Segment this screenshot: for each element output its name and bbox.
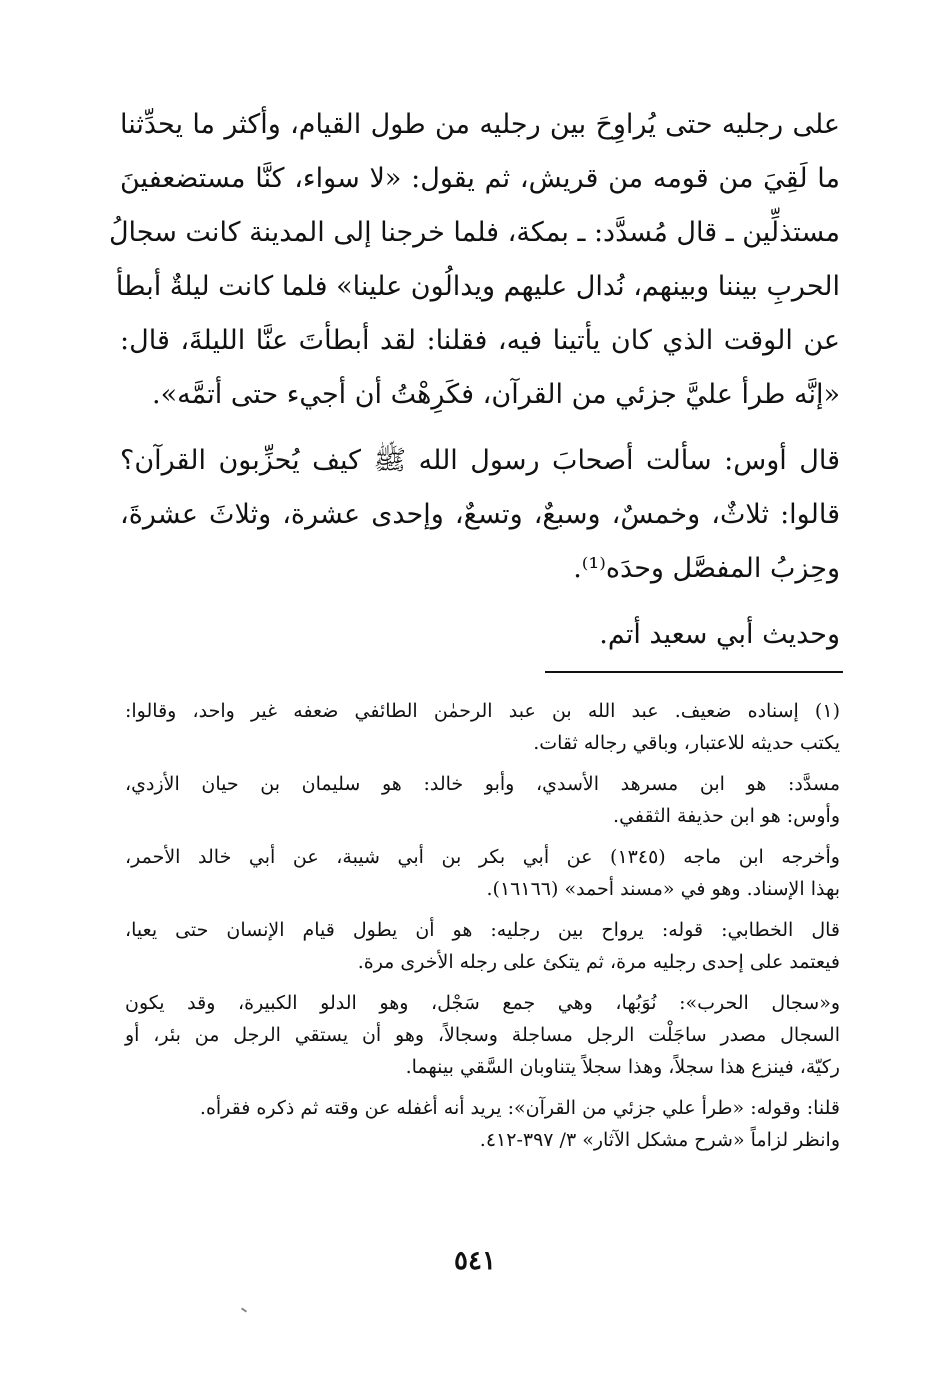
text-line: قالوا: ثلاثٌ، وخمسٌ، وسبعٌ، وتسعٌ، وإحدى عشرة، وثلاثَ عشرةَ، (120, 499, 840, 530)
footnote-line: فيعتمد على إحدى رجليه مرة، ثم يتكئ على رجله الأخرى مرة. (357, 951, 840, 973)
footnote-gap (125, 1083, 840, 1092)
text-line: وحِزبُ المفصَّل وحدَه⁽¹⁾. (573, 553, 840, 584)
footnote-line: يكتب حديثه للاعتبار، وباقي رجاله ثقات. (533, 732, 840, 754)
footnote-takhrij (125, 841, 840, 905)
footnote-line: قلنا: وقوله: «طرأ علي جزئي من القرآن»: يريد أنه أغفله عن وقته ثم ذكره فقرأه. (199, 1097, 840, 1119)
footnote-line: وانظر لزاماً «شرح مشكل الآثار» ٣/ ٣٩٧-٤١٢. (479, 1129, 840, 1151)
footnote-line: السجال مصدر ساجَلْت الرجل مساجلة وسجالاً، وهو أن يستقي الرجل من بئر، أو (125, 1024, 840, 1046)
footnote-gap (125, 905, 840, 914)
scan-speck (241, 1307, 247, 1312)
text-line: مستذلِّين ـ قال مُسدَّد: ـ بمكة، فلما خرجنا إلى المدينة كانت سجالُ (108, 217, 840, 248)
text-line: ما لَقِيَ من قومه من قريش، ثم يقول: «لا سواء، كنَّا مستضعفينَ (120, 163, 840, 194)
footnote-gap (125, 832, 840, 841)
footnote-separator (545, 671, 843, 673)
footnote-line: مسدَّد: هو ابن مسرهد الأسدي، وأبو خالد: هو سليمان بن حيان الأزدي، (125, 773, 840, 795)
paragraph-gap (120, 596, 840, 608)
text-line: «إنَّه طرأ عليَّ جزئي من القرآن، فكَرِهْتُ أن أجيء حتى أتمَّه». (152, 379, 840, 410)
footnote-line: قال الخطابي: قوله: يرواح بين رجليه: هو أن يطول قيام الإنسان حتى يعيا، (125, 919, 840, 941)
footnote-line: (١) إسناده ضعيف. عبد الله بن عبد الرحمٰن الطائفي ضعفه غير واحد، وقالوا: (125, 700, 840, 722)
footnotes (125, 695, 840, 1156)
paragraph-gap (120, 422, 840, 434)
text-line: الحربِ بيننا وبينهم، نُدال عليهم ويدالُون علينا» فلما كانت ليلةٌ أبطأ (115, 271, 840, 302)
footnote-line: وأوس: هو ابن حذيفة الثقفي. (613, 805, 840, 827)
footnote-khattabi (125, 914, 840, 978)
page-number: ٥٤١ (454, 1246, 496, 1276)
text-line: قال أوس: سألت أصحابَ رسول الله ﷺ كيف يُحزِّبون القرآن؟ (120, 445, 840, 476)
text-line: وحديث أبي سعيد أتم. (599, 619, 840, 650)
main-text (108, 98, 840, 662)
text-line: على رجليه حتى يُراوِحَ بين رجليه من طول القيام، وأكثر ما يحدِّثنا (120, 109, 840, 140)
text-line: عن الوقت الذي كان يأتينا فيه، فقلنا: لقد أبطأتَ عنَّا الليلةَ، قال: (120, 325, 840, 356)
footnote-line: ركيّة، فينزع هذا سجلاً، وهذا سجلاً يتناوبان السَّقي بينهما. (405, 1056, 840, 1078)
paragraph-hadith-narration (108, 98, 840, 422)
footnote-isnad (125, 695, 840, 759)
footnote-line: و«سجال الحرب»: نُوَبُها، وهي جمع سَجْل، وهو الدلو الكبيرة، وقد يكون (125, 992, 840, 1014)
paragraph-closing (120, 608, 840, 662)
footnote-gap (125, 978, 840, 987)
footnote-editors-note (125, 1092, 840, 1156)
footnote-line: وأخرجه ابن ماجه (١٣٤٥) عن أبي بكر بن أبي شيبة، عن أبي خالد الأحمر، (125, 846, 840, 868)
footnote-narrators (125, 768, 840, 832)
footnote-line: بهذا الإسناد. وهو في «مسند أحمد» (١٦١٦٦). (486, 878, 840, 900)
footnote-gap (125, 759, 840, 768)
footnote-sijal (125, 987, 840, 1083)
paragraph-aws-question (120, 434, 840, 596)
